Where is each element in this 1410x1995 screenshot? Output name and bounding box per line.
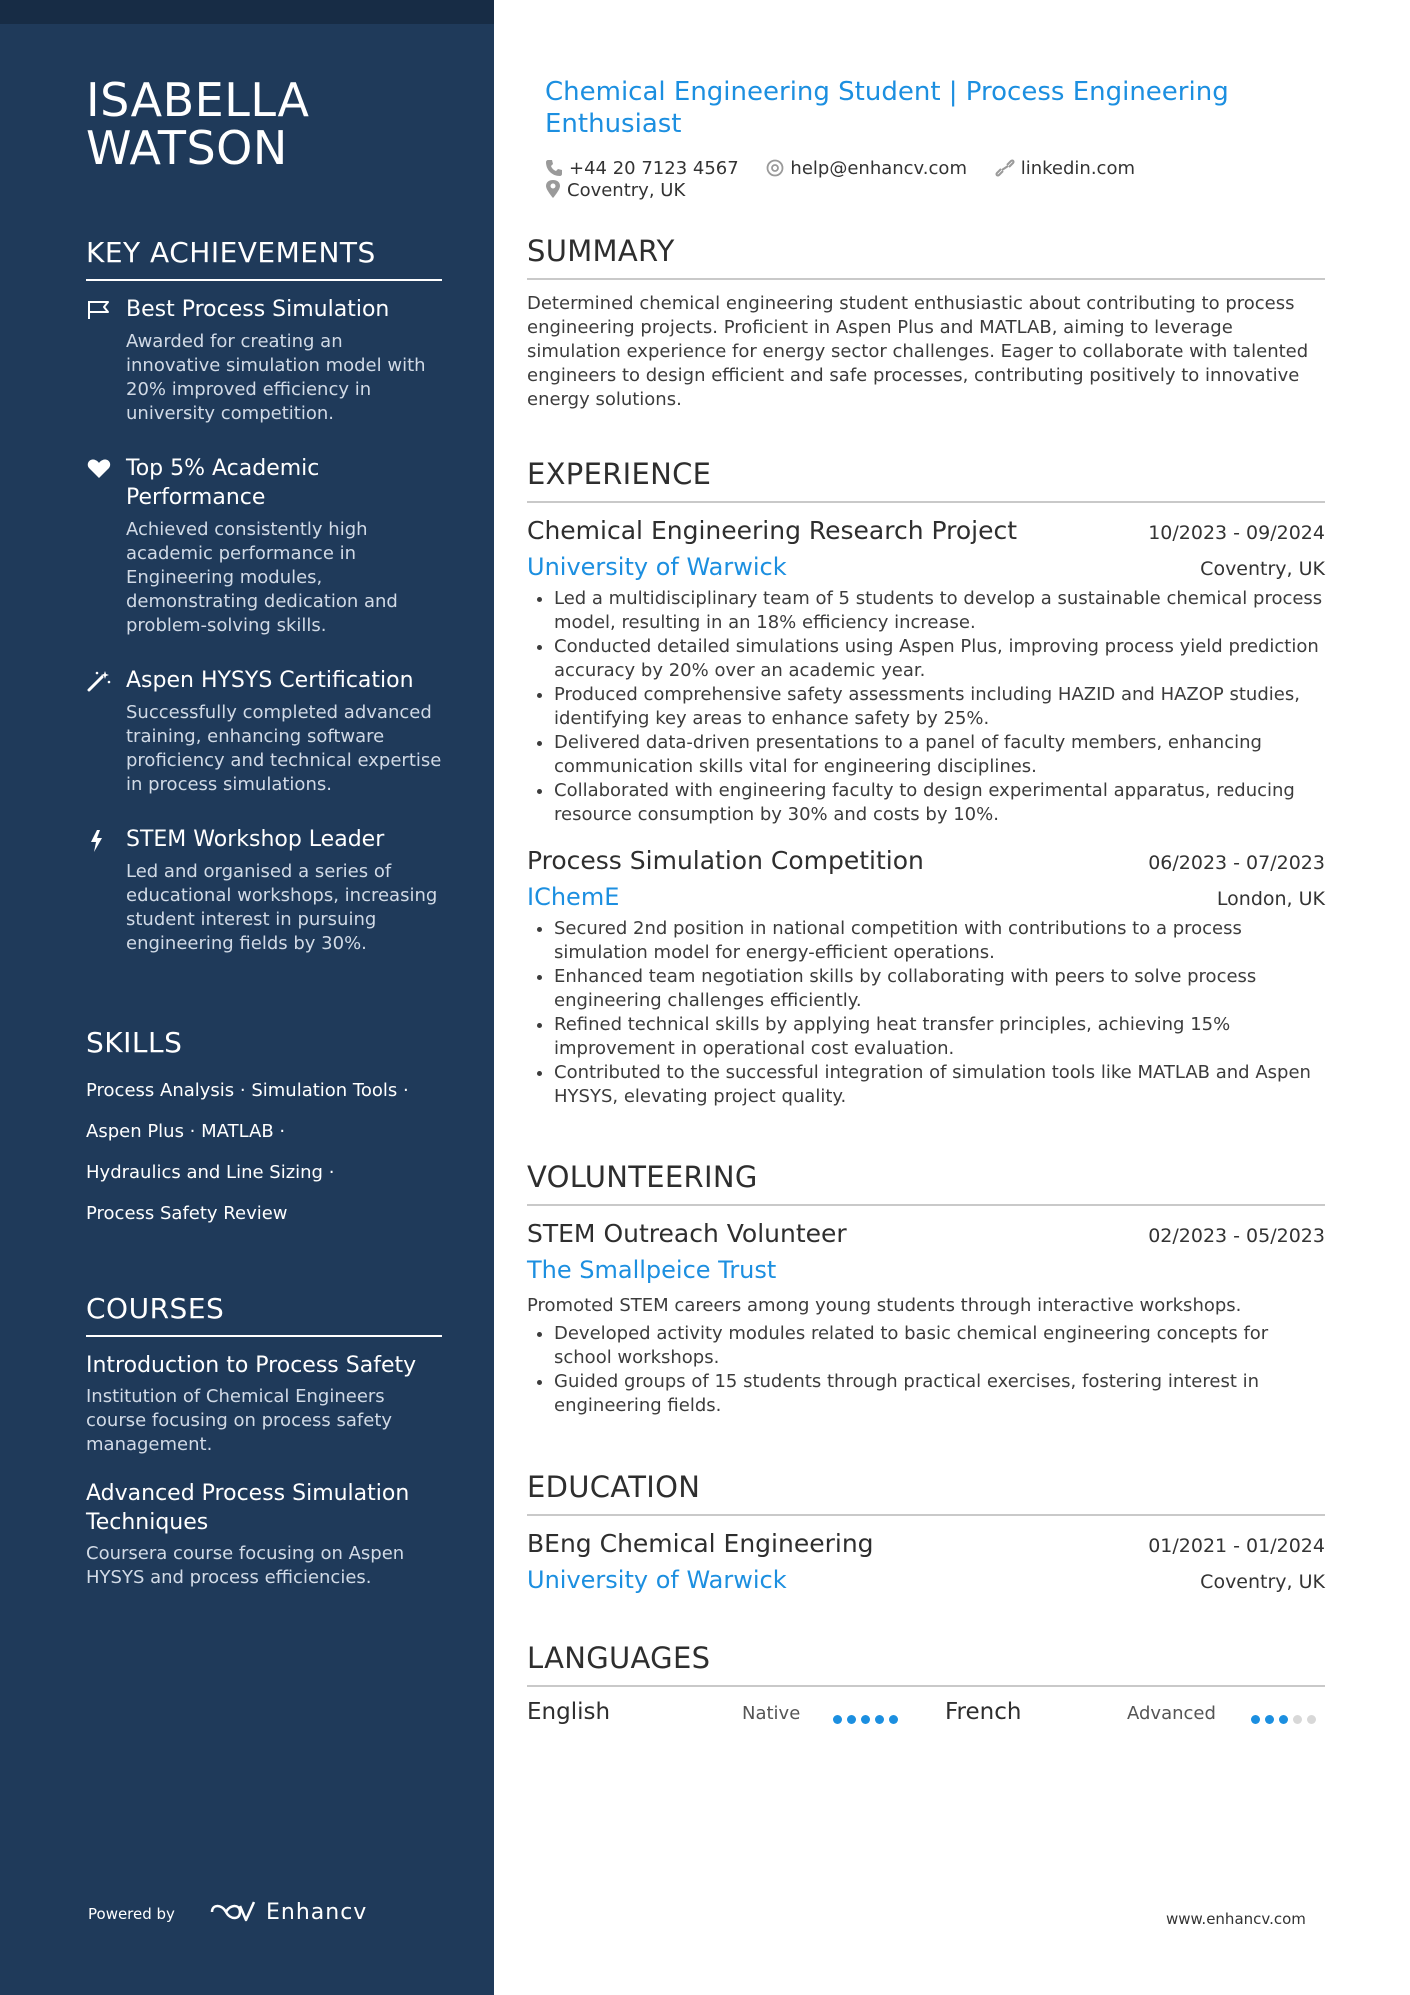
location-text: Coventry, UK xyxy=(567,180,686,201)
flag-icon xyxy=(86,299,112,323)
achievement-item xyxy=(86,666,442,797)
rating-dot-filled xyxy=(875,1715,884,1724)
sidebar-top-bar xyxy=(0,0,494,24)
summary-text: Determined chemical engineering student enthusiastic about contributing to process engineering projects. Proficient in Aspen Plus and MATLAB, aiming to leverage simulation experience for energy sector challenges. Eager to collaborate with talented engineers to design efficient and safe processes, contributing positively to innovative energy solutions. xyxy=(527,293,1309,410)
powered-by-label: Powered by xyxy=(88,1905,175,1923)
email-text: help@enhancv.com xyxy=(790,158,967,179)
achievement-desc: Successfully completed advanced training, enhancing software proficiency and technical expertise in process simulations. xyxy=(126,702,442,795)
achievement-item xyxy=(86,295,442,426)
languages-section xyxy=(527,1641,1325,1739)
job-dates: 06/2023 - 07/2023 xyxy=(1148,852,1325,874)
bullet-item: • Guided groups of 15 students through practical exercises, fostering interest in engineering fields. xyxy=(554,1370,1325,1418)
volunteering-section xyxy=(527,1160,1325,1418)
education-location: Coventry, UK xyxy=(1200,1571,1325,1593)
rating-dot-filled xyxy=(847,1715,856,1724)
skills-section xyxy=(86,1026,442,1243)
education-dates: 01/2021 - 01/2024 xyxy=(1148,1535,1325,1557)
experience-entry xyxy=(527,845,1325,1109)
bullet-item: • Delivered data-driven presentations to a panel of faculty members, enhancing communication skills vital for engineering disciplines. xyxy=(554,731,1325,779)
linkedin-text: linkedin.com xyxy=(1020,158,1135,179)
languages-row xyxy=(527,1699,1325,1739)
achievements-section xyxy=(86,236,442,984)
language-rating xyxy=(1251,1709,1321,1728)
volunteer-title: STEM Outreach Volunteer xyxy=(527,1219,847,1248)
job-location: London, UK xyxy=(1216,888,1325,910)
footer-url[interactable]: www.enhancv.com xyxy=(1166,1910,1306,1928)
skill-line: Process Analysis · Simulation Tools · xyxy=(86,1080,409,1101)
bullet-item: • Produced comprehensive safety assessments including HAZID and HAZOP studies, identifying key areas to enhance safety by 25%. xyxy=(554,683,1325,731)
rating-dot-filled xyxy=(1279,1715,1288,1724)
contact-linkedin[interactable] xyxy=(995,158,1135,179)
job-location: Coventry, UK xyxy=(1200,558,1325,580)
experience-heading: EXPERIENCE xyxy=(527,457,1325,503)
job-title: Process Simulation Competition xyxy=(527,846,924,875)
first-name: ISABELLA xyxy=(86,73,310,127)
experience-entry xyxy=(527,515,1325,827)
contact-email[interactable] xyxy=(766,158,967,179)
degree-title: BEng Chemical Engineering xyxy=(527,1529,874,1558)
course-title: Advanced Process Simulation Techniques xyxy=(86,1481,410,1535)
education-heading: EDUCATION xyxy=(527,1470,1325,1516)
contact-phone[interactable] xyxy=(545,158,739,179)
course-title: Introduction to Process Safety xyxy=(86,1353,417,1378)
job-title: Chemical Engineering Research Project xyxy=(527,516,1018,545)
achievement-title: Top 5% Academic Performance xyxy=(126,456,320,510)
languages-heading: LANGUAGES xyxy=(527,1641,1325,1687)
language-level: Advanced xyxy=(1127,1703,1216,1724)
rating-dot-filled xyxy=(1251,1715,1260,1724)
bullet-item: • Contributed to the successful integration of simulation tools like MATLAB and Aspen HYSYS, elevating project quality. xyxy=(554,1061,1325,1109)
lightning-icon xyxy=(86,829,112,853)
bullet-item: • Collaborated with engineering faculty to design experimental apparatus, reducing resource consumption by 30% and costs by 10%. xyxy=(554,779,1325,827)
course-item xyxy=(86,1351,442,1457)
rating-dot-filled xyxy=(889,1715,898,1724)
rating-dot-empty xyxy=(1307,1715,1316,1724)
language-name: English xyxy=(527,1699,611,1725)
volunteer-organization: The Smallpeice Trust xyxy=(527,1256,777,1284)
sidebar xyxy=(0,0,494,1995)
skill-line: Aspen Plus · MATLAB · xyxy=(86,1121,286,1142)
summary-heading: SUMMARY xyxy=(527,234,1325,280)
rating-dot-filled xyxy=(1265,1715,1274,1724)
rating-dot-empty xyxy=(1293,1715,1302,1724)
course-desc: Coursera course focusing on Aspen HYSYS and process efficiencies. xyxy=(86,1543,405,1588)
achievement-title: STEM Workshop Leader xyxy=(126,827,385,852)
headline: Chemical Engineering Student | Process Engineering Enthusiast xyxy=(545,77,1229,139)
link-icon xyxy=(995,159,1015,177)
bullet-item: • Secured 2nd position in national competition with contributions to a process simulation model for energy-efficient operations. xyxy=(554,917,1325,965)
achievement-desc: Achieved consistently high academic performance in Engineering modules, demonstrating dedication and problem-solving skills. xyxy=(126,519,398,636)
bullet-item: • Developed activity modules related to basic chemical engineering concepts for school workshops. xyxy=(554,1322,1325,1370)
achievement-desc: Awarded for creating an innovative simulation model with 20% improved efficiency in university competition. xyxy=(126,331,426,424)
courses-section xyxy=(86,1292,442,1612)
achievement-title: Aspen HYSYS Certification xyxy=(126,668,414,693)
enhancv-logo-icon xyxy=(208,1898,258,1930)
volunteer-bullets xyxy=(527,1322,1325,1418)
location-pin-icon xyxy=(545,179,561,199)
job-bullets xyxy=(527,917,1325,1109)
phone-icon xyxy=(545,159,563,177)
language-level: Native xyxy=(742,1703,801,1724)
bullet-item: • Conducted detailed simulations using Aspen Plus, improving process yield prediction accuracy by 20% over an academic year. xyxy=(554,635,1325,683)
volunteer-dates: 02/2023 - 05/2023 xyxy=(1148,1225,1325,1247)
achievement-item xyxy=(86,454,442,638)
course-item xyxy=(86,1479,442,1590)
contact-bar xyxy=(545,158,1305,201)
rating-dot-filled xyxy=(833,1715,842,1724)
education-section xyxy=(527,1470,1325,1594)
courses-heading: COURSES xyxy=(86,1292,442,1337)
experience-section xyxy=(527,457,1325,1109)
language-rating xyxy=(833,1709,903,1728)
course-desc: Institution of Chemical Engineers course focusing on process safety management. xyxy=(86,1386,393,1455)
bullet-item: • Led a multidisciplinary team of 5 students to develop a sustainable chemical process model, resulting in an 18% efficiency increase. xyxy=(554,587,1325,635)
magic-wand-icon xyxy=(86,670,112,694)
bullet-item: • Refined technical skills by applying heat transfer principles, achieving 15% improvement in operational cost evaluation. xyxy=(554,1013,1325,1061)
job-organization: IChemE xyxy=(527,883,620,911)
contact-location xyxy=(545,179,685,201)
achievements-heading: KEY ACHIEVEMENTS xyxy=(86,236,442,281)
at-icon xyxy=(766,159,784,177)
skills-heading: SKILLS xyxy=(86,1026,183,1059)
job-dates: 10/2023 - 09/2024 xyxy=(1148,522,1325,544)
candidate-name xyxy=(86,73,466,175)
language-name: French xyxy=(945,1699,1022,1725)
rating-dot-filled xyxy=(861,1715,870,1724)
heart-icon xyxy=(86,458,112,482)
enhancv-brand: Enhancv xyxy=(266,1900,368,1925)
job-bullets xyxy=(527,587,1325,827)
volunteering-heading: VOLUNTEERING xyxy=(527,1160,1325,1206)
achievement-title: Best Process Simulation xyxy=(126,297,390,322)
bullet-item: • Enhanced team negotiation skills by collaborating with peers to solve process engineering challenges efficiently. xyxy=(554,965,1325,1013)
skill-line: Process Safety Review xyxy=(86,1203,288,1224)
last-name: WATSON xyxy=(86,121,288,175)
volunteer-description: Promoted STEM careers among young students through interactive workshops. xyxy=(527,1295,1242,1316)
skill-line: Hydraulics and Line Sizing · xyxy=(86,1162,335,1183)
phone-text: +44 20 7123 4567 xyxy=(569,158,739,179)
education-institution: University of Warwick xyxy=(527,1566,787,1594)
summary-section xyxy=(527,234,1325,412)
job-organization: University of Warwick xyxy=(527,553,787,581)
achievement-item xyxy=(86,825,442,956)
achievement-desc: Led and organised a series of educational workshops, increasing student interest in pursuing engineering fields by 30%. xyxy=(126,861,438,954)
